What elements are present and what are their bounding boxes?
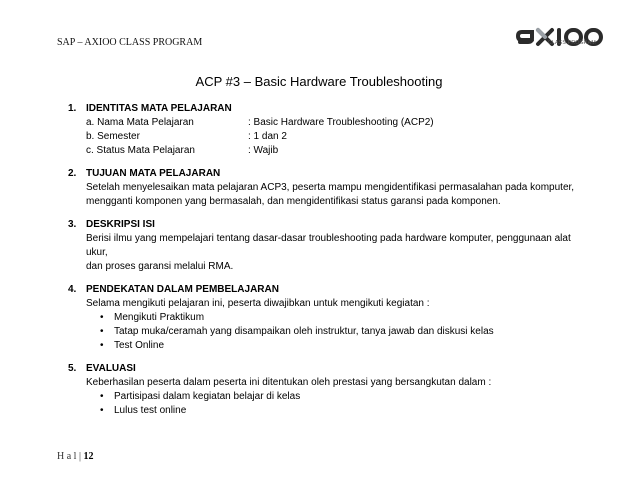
identity-row (86, 116, 588, 130)
axioo-logo (514, 20, 606, 52)
section-evaluasi (68, 362, 588, 418)
paragraph-line: mengganti komponen yang bermasalah, dan mengidentifikasi status garansi pada komponen. (86, 196, 501, 207)
section-number: 2. (68, 168, 77, 179)
section-number: 5. (68, 363, 77, 374)
section-heading: IDENTITAS MATA PELAJARAN (86, 103, 232, 114)
row-key: b. Semester (86, 131, 140, 142)
list-item: • Partisipasi dalam kegiatan belajar di kelas (114, 390, 588, 404)
list-item: • Tatap muka/ceramah yang disampaikan oleh instruktur, tanya jawab dan diskusi kelas (114, 325, 588, 339)
bullet-list (86, 311, 588, 353)
paragraph-line: Keberhasilan peserta dalam peserta ini ditentukan oleh prestasi yang bersangkutan dalam : (86, 377, 492, 388)
section-tujuan (68, 167, 588, 209)
page-number: 12 (83, 451, 94, 462)
section-heading: PENDEKATAN DALAM PEMBELAJARAN (86, 284, 279, 295)
section-deskripsi (68, 218, 588, 274)
page-footer (57, 451, 93, 462)
bullet-list (86, 390, 588, 418)
section-heading: TUJUAN MATA PELAJARAN (86, 168, 221, 179)
paragraph-line: Berisi ilmu yang mempelajari tentang dasar-dasar troubleshooting pada hardware komputer, penggunaan alat ukur, (86, 233, 571, 258)
identity-row (86, 130, 588, 144)
section-number: 4. (68, 284, 77, 295)
section-number: 3. (68, 219, 77, 230)
section-heading: EVALUASI (86, 363, 136, 374)
row-key: c. Status Mata Pelajaran (86, 145, 195, 156)
header-title: SAP – AXIOO CLASS PROGRAM (57, 37, 203, 48)
row-value: : 1 dan 2 (248, 131, 287, 142)
document-body (68, 102, 588, 427)
paragraph-line: Selama mengikuti pelajaran ini, peserta diwajibkan untuk mengikuti kegiatan : (86, 298, 430, 309)
section-number: 1. (68, 103, 77, 114)
page-title: ACP #3 – Basic Hardware Troubleshooting (195, 74, 443, 89)
paragraph-line: Setelah menyelesaikan mata pelajaran ACP3, peserta mampu mengidentifikasi permasalahan pada komputer, (86, 182, 575, 193)
list-item: • Test Online (114, 339, 588, 353)
identity-row (86, 144, 588, 158)
footer-label: H a l (57, 451, 77, 462)
list-item: • Mengikuti Praktikum (114, 311, 588, 325)
footer-separator: | (78, 451, 81, 462)
section-identitas (68, 102, 588, 158)
row-key: a. Nama Mata Pelajaran (86, 117, 194, 128)
row-value: : Basic Hardware Troubleshooting (ACP2) (248, 117, 434, 128)
paragraph-line: dan proses garansi melalui RMA. (86, 261, 234, 272)
row-value: : Wajib (248, 145, 279, 156)
list-item: • Lulus test online (114, 404, 588, 418)
section-pendekatan (68, 283, 588, 353)
logo-subtitle: CLASS PROGRAM (548, 40, 596, 46)
section-heading: DESKRIPSI ISI (86, 219, 155, 230)
